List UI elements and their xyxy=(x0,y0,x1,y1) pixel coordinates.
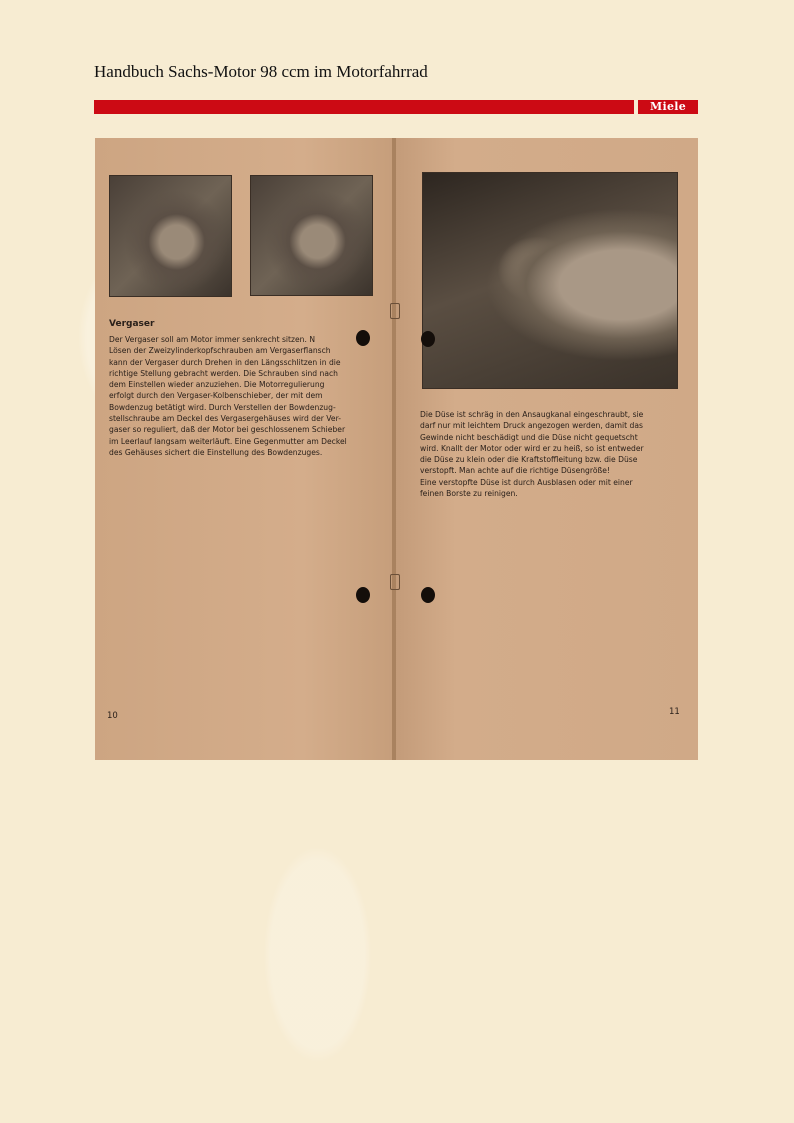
left-body-text xyxy=(109,334,371,458)
text-line: Der Vergaser soll am Motor immer senkrecht sitzen. N xyxy=(109,335,315,344)
text-line: erfolgt durch den Vergaser-Kolbenschieber, der mit dem xyxy=(109,391,323,401)
text-line: richtige Stellung gebracht werden. Die Schrauben sind nach xyxy=(109,368,338,378)
document-title: Handbuch Sachs-Motor 98 ccm im Motorfahrrad xyxy=(94,62,428,81)
text-line: kann der Vergaser durch Drehen in den Längsschlitzen in die xyxy=(109,357,341,367)
right-body-text xyxy=(420,409,682,499)
text-line: darf nur mit leichtem Druck angezogen werden, damit das xyxy=(420,421,643,431)
scanned-booklet-spread xyxy=(95,138,698,760)
text-line: Eine verstopfte Düse ist durch Ausblasen oder mit einer xyxy=(420,477,633,487)
text-line: des Gehäuses sichert die Einstellung des Bowdenzuges. xyxy=(109,447,323,457)
text-line: stellschraube am Deckel des Vergasergehäuses wird der Ver- xyxy=(109,414,341,424)
text-line: wird. Knallt der Motor oder wird er zu heiß, so ist entweder xyxy=(420,443,644,453)
text-line: Die Düse ist schräg in den Ansaugkanal eingeschraubt, sie xyxy=(420,410,644,419)
text-line: gaser so reguliert, daß der Motor bei geschlossenem Schieber xyxy=(109,425,346,435)
carburetor-photo-1 xyxy=(109,175,232,297)
binder-hole xyxy=(356,330,370,346)
text-line: im Leerlauf langsam weiterläuft. Eine Gegenmutter am Deckel xyxy=(109,436,347,446)
staple xyxy=(390,574,400,590)
page-number-left: 10 xyxy=(107,711,118,721)
text-line: feinen Borste zu reinigen. xyxy=(420,489,518,499)
text-line: verstopft. Man achte auf die richtige Düsengröße! xyxy=(420,466,610,476)
section-heading: Vergaser xyxy=(109,319,155,329)
carburetor-nozzle-photo xyxy=(422,172,678,389)
binder-hole xyxy=(356,587,370,603)
miele-logo: Miele xyxy=(638,100,698,114)
text-line: Bowdenzug betätigt wird. Durch Verstellen der Bowdenzug- xyxy=(109,402,336,412)
text-line: Lösen der Zweizylinderkopfschrauben am Vergaserflansch xyxy=(109,346,331,356)
text-line: die Düse zu klein oder die Kraftstoffleitung bzw. die Düse xyxy=(420,455,638,465)
text-line: Gewinde nicht beschädigt und die Düse nicht gequetscht xyxy=(420,432,638,442)
carburetor-photo-2 xyxy=(250,175,373,296)
text-line: dem Einstellen wieder anzuziehen. Die Motorregulierung xyxy=(109,380,325,390)
page-number-right: 11 xyxy=(669,707,680,717)
header-red-bar xyxy=(94,100,634,114)
binder-hole xyxy=(421,331,435,347)
staple xyxy=(390,303,400,319)
booklet-spine xyxy=(392,138,396,760)
binder-hole xyxy=(421,587,435,603)
